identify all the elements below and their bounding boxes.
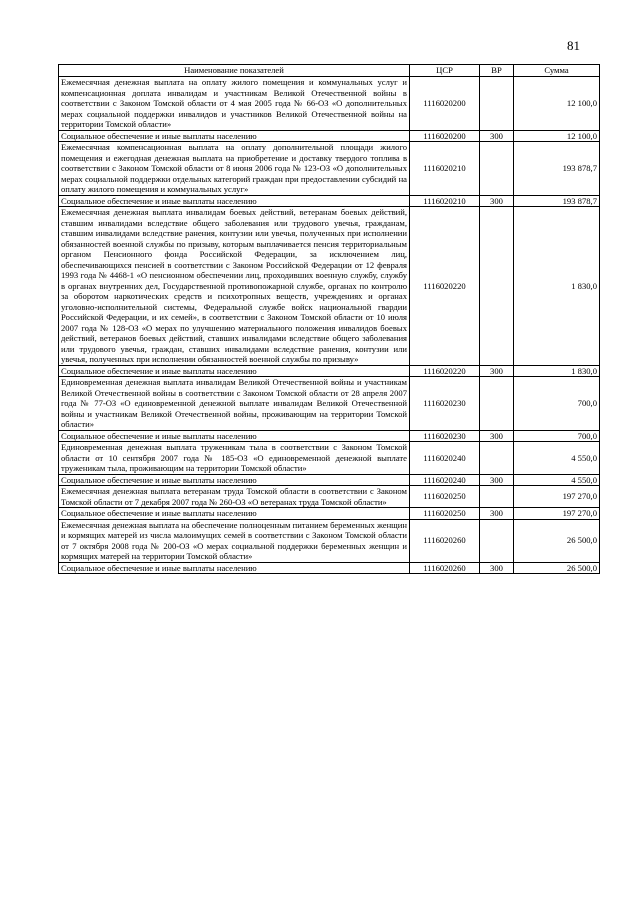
table-row [59, 207, 600, 366]
row-name-cell: Социальное обеспечение и иные выплаты населению [59, 130, 410, 142]
row-vr-cell: 300 [480, 130, 514, 142]
row-csr-cell: 1116020200 [410, 77, 480, 131]
row-vr-cell [480, 142, 514, 196]
row-sum-cell: 197 270,0 [514, 486, 600, 508]
table-header-row [59, 65, 600, 77]
row-vr-cell: 300 [480, 365, 514, 377]
row-csr-cell: 1116020230 [410, 377, 480, 431]
row-csr-cell: 1116020220 [410, 365, 480, 377]
row-sum-cell: 4 550,0 [514, 474, 600, 486]
table-row [59, 474, 600, 486]
table-row [59, 365, 600, 377]
row-sum-cell: 1 830,0 [514, 365, 600, 377]
row-name-cell: Социальное обеспечение и иные выплаты населению [59, 562, 410, 574]
row-csr-cell: 1116020210 [410, 195, 480, 207]
header-name: Наименование показателей [59, 65, 410, 77]
row-name-cell: Ежемесячная компенсационная выплата на оплату дополнительной площади жилого помещения и ежегодная денежная выплата на приобретение и доставку твердого топлива в соответствии с Законом Томской области от 8 июня 2006 года № 123-ОЗ «О дополнительных мерах социальной поддержки отдельных категорий граждан при предоставлении субсидий на оплату жилого помещения и коммунальных услуг» [59, 142, 410, 196]
table-row [59, 377, 600, 431]
row-csr-cell: 1116020250 [410, 486, 480, 508]
row-sum-cell: 26 500,0 [514, 562, 600, 574]
row-sum-cell: 193 878,7 [514, 142, 600, 196]
row-name-cell: Социальное обеспечение и иные выплаты населению [59, 508, 410, 520]
row-name-cell: Ежемесячная денежная выплата на обеспечение полноценным питанием беременных женщин и кормящих матерей из числа малоимущих семей в соответствии с Законом Томской области от 7 октября 2008 года № 200-ОЗ «О мерах социальной поддержки беременных женщин и кормящих матерей на территории Томской области» [59, 519, 410, 562]
row-csr-cell: 1116020240 [410, 442, 480, 475]
page-number: 81 [567, 38, 580, 53]
header-sum: Сумма [514, 65, 600, 77]
row-csr-cell: 1116020240 [410, 474, 480, 486]
row-vr-cell [480, 442, 514, 475]
row-name-cell: Социальное обеспечение и иные выплаты населению [59, 430, 410, 442]
row-csr-cell: 1116020260 [410, 519, 480, 562]
table-row [59, 508, 600, 520]
row-csr-cell: 1116020230 [410, 430, 480, 442]
row-csr-cell: 1116020250 [410, 508, 480, 520]
row-vr-cell: 300 [480, 430, 514, 442]
row-name-cell: Социальное обеспечение и иные выплаты населению [59, 195, 410, 207]
budget-table [58, 64, 600, 574]
row-csr-cell: 1116020210 [410, 142, 480, 196]
header-csr: ЦСР [410, 65, 480, 77]
row-sum-cell: 700,0 [514, 377, 600, 431]
row-name-cell: Ежемесячная денежная выплата ветеранам труда Томской области в соответствии с Законом Томской области от 7 декабря 2007 года № 260-ОЗ «О ветеранах труда Томской области» [59, 486, 410, 508]
row-csr-cell: 1116020220 [410, 207, 480, 366]
row-name-cell: Единовременная денежная выплата инвалидам Великой Отечественной войны и участникам Великой Отечественной войны в соответствии с Законом Томской области от 28 апреля 2007 года № 77-ОЗ «О единовременной денежной выплате инвалидам Великой Отечественной войны и участникам Великой Отечественной войны, проживающим на территории Томской области» [59, 377, 410, 431]
header-vr: ВР [480, 65, 514, 77]
table-row [59, 519, 600, 562]
row-name-cell: Единовременная денежная выплата труженикам тыла в соответствии с Законом Томской области от 10 сентября 2007 года № 185-ОЗ «О единовременной денежной выплате труженикам тыла, проживающим на территории Томской области» [59, 442, 410, 475]
row-name-cell: Социальное обеспечение и иные выплаты населению [59, 474, 410, 486]
row-name-cell: Ежемесячная денежная выплата на оплату жилого помещения и коммунальных услуг и компенсационная доплата инвалидам и участникам Великой Отечественной войны в соответствии с Законом Томской области от 4 мая 2005 года № 66-ОЗ «О дополнительных мерах социальной поддержки инвалидов и участников Великой Отечественной войны на территории Томской области» [59, 77, 410, 131]
table-row [59, 130, 600, 142]
row-sum-cell: 700,0 [514, 430, 600, 442]
table-body [59, 77, 600, 574]
table-row [59, 442, 600, 475]
row-vr-cell [480, 77, 514, 131]
row-name-cell: Ежемесячная денежная выплата инвалидам боевых действий, ветеранам боевых действий, ставшим инвалидами вследствие общего заболевания или трудового увечья, гражданам, ставшим инвалидами вследствие ранения, контузии или увечья, полученных при исполнении обязанностей военной службы по призыву, которым выплачивается пенсия территориальным органом Пенсионного фонда Российской Федерации, за исключением лиц, обеспечивающихся пенсией в соответствии с Законом Российской Федерации от 12 февраля 1993 года № 4468-1 «О пенсионном обеспечении лиц, проходивших военную службу, службу в органах внутренних дел, Государственной противопожарной службе, органах по контролю за оборотом наркотических средств и психотропных веществ, учреждениях и органах уголовно-исполнительной системы, Федеральной службе войск национальной гвардии Российской Федерации, и их семей», в соответствии с Законом Томской области от 10 июля 2007 года № 128-ОЗ «О мерах по улучшению материального положения инвалидов боевых действий, ветеранов боевых действий, ставших инвалидами вследствие общего заболевания или трудового увечья, граждан, ставших инвалидами вследствие ранения, контузии или увечья, полученных при исполнении обязанностей военной службы по призыву» [59, 207, 410, 366]
row-sum-cell: 193 878,7 [514, 195, 600, 207]
table-row [59, 430, 600, 442]
table-row [59, 486, 600, 508]
row-vr-cell: 300 [480, 195, 514, 207]
row-sum-cell: 4 550,0 [514, 442, 600, 475]
row-sum-cell: 12 100,0 [514, 130, 600, 142]
table-row [59, 77, 600, 131]
row-vr-cell: 300 [480, 474, 514, 486]
row-vr-cell: 300 [480, 562, 514, 574]
row-sum-cell: 197 270,0 [514, 508, 600, 520]
row-sum-cell: 26 500,0 [514, 519, 600, 562]
row-vr-cell: 300 [480, 508, 514, 520]
row-vr-cell [480, 519, 514, 562]
row-vr-cell [480, 486, 514, 508]
row-name-cell: Социальное обеспечение и иные выплаты населению [59, 365, 410, 377]
row-csr-cell: 1116020200 [410, 130, 480, 142]
table-row [59, 562, 600, 574]
table-row [59, 195, 600, 207]
row-vr-cell [480, 377, 514, 431]
table-row [59, 142, 600, 196]
row-csr-cell: 1116020260 [410, 562, 480, 574]
row-sum-cell: 1 830,0 [514, 207, 600, 366]
row-vr-cell [480, 207, 514, 366]
row-sum-cell: 12 100,0 [514, 77, 600, 131]
